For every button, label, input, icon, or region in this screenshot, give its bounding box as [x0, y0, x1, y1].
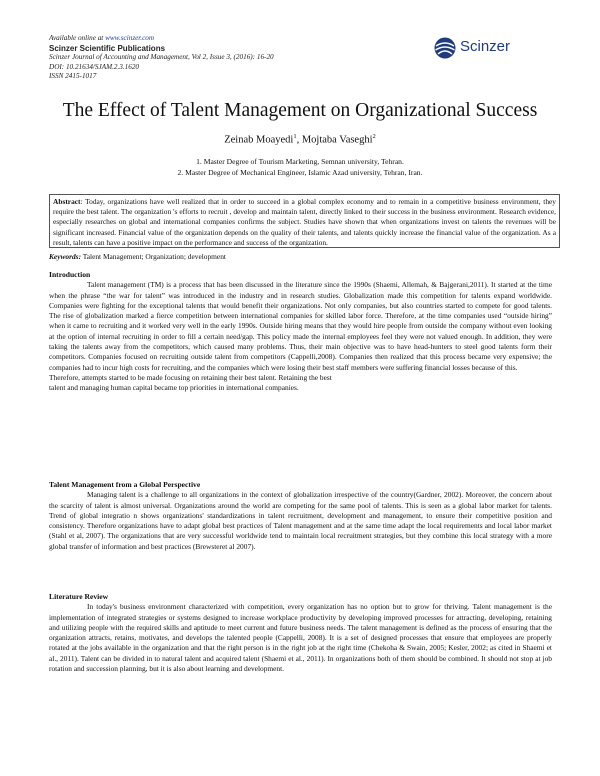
abstract-box: [49, 194, 560, 248]
available-prefix: Available online at: [49, 34, 104, 42]
global-perspective-paragraph: Managing talent is a challenge to all organizations in the context of globalization irrespective of the country(Gardner, 2002). Moreover, the concern about the scarcity of talent is almost universal. Organizations around the world are competing for the same pool of talents. This is seen as a global labor market for talents. Trend of global integratio n shows organizations' standardizations in talent recruitment, development and management, to ensure their competitive position and consistency. Therefore organizations have to adapt global best practices of Talent management and at the same time adapt the local requirements and local labor market (Stahl et al, 2007). The organizations that are very successful worldwide tend to maintain local recruitment strategies, but they combine this local strategy with a more global transfer of information and best practices (Brewsteret al 2007).: [49, 490, 552, 551]
paper-title: The Effect of Talent Management on Organizational Success: [62, 100, 538, 121]
keywords-line: [49, 252, 226, 261]
scinzer-link[interactable]: www.scinzer.com: [105, 34, 155, 42]
author-2-sup: 2: [372, 133, 376, 140]
doi-line: DOI: 10.21634/SJAM.2.3.1620: [49, 62, 140, 71]
abstract-label: Abstract: [53, 197, 81, 206]
keywords-text: Talent Management; Organization; development: [81, 252, 226, 261]
author-2: Mojtaba Vaseghi: [301, 134, 373, 146]
journal-header: [49, 34, 274, 82]
section-global-perspective: [49, 480, 552, 552]
abstract: [53, 197, 556, 248]
author-1-sup: 1: [293, 133, 297, 140]
scinzer-globe-icon: [432, 36, 458, 60]
affiliation-1: 1. Master Degree of Tourism Marketing, Semnan university, Tehran.: [196, 157, 404, 166]
section-introduction: [49, 270, 552, 394]
logo-wordmark: Scinzer: [460, 38, 511, 55]
introduction-line-3: talent and managing human capital became top priorities in international companies.: [49, 383, 299, 393]
affiliation-2: 2. Master Degree of Mechanical Engineer, Islamic Azad university, Tehran, Iran.: [177, 167, 423, 177]
journal-citation: Scinzer Journal of Accounting and Management, Vol 2, Issue 3, (2016): 16-20: [49, 53, 274, 62]
introduction-line-2: Therefore, attempts started to be made focusing on retaining their best talent. Retaining the best: [49, 372, 332, 382]
abstract-text: : Today, organizations have well realized that in order to succeed in a global complex economy and to remain in a competitive business environment, they require the best talent. The organization 's efforts to recruit , develop and maintain talent, directly linked to their success in the business environment. Research evidence, especially researches on global and international companies confirms the subject. Studies have shown that when organizations invest on talents the revenues will be significant increased. Financial value of the organization depends on the quality of their talents, and talents quickly increase the financial value of the organization. As a result, talents can have a positive impact on the performance and success of the organization.: [53, 197, 556, 247]
scinzer-logo: [432, 36, 552, 60]
global-perspective-heading: Talent Management from a Global Perspective: [49, 480, 201, 489]
introduction-paragraph: Talent management (TM) is a process that has been discussed in the literature since the 1990s (Shaemi, Allemah, & Bajgerani,2011). It started at the time when the phrase “the war for talent” was introduced in the industry and in research studies. Globalization made this competition for talents expand worldwide. Companies were fighting for the exceptional talents that would benefit their organizations. Not only companies, but also countries started to compete for good talents. The rise of globalization marked a fierce competition between international companies for skilled labor force. Therefore, at the time companies used “outside hiring” when it came to recruiting and it worked very well in the early 1990s. Outside hiring means that they would hire people from outside the company without even looking at the option of internal recruiting in order to fill a certain need/gap. This policy made the internal employees feel they were not valued enough. In addition, they were taking the talents away from the competitors, which caused many problems. Thus, their main objective was to have head-hunters to steel good talents form their competitors. Companies focused on recruiting outside talent from competitors (Cappelli,2008). Companies then realized that this process became very expensive; the companies had to incur high costs for recruiting, and the companies which were losing their best staff members were suffering financial losses because of this.: [49, 280, 552, 372]
affiliations: [0, 157, 600, 178]
author-1: Zeinab Moayedi: [224, 134, 294, 146]
section-literature-review: [49, 592, 552, 674]
literature-review-paragraph: In today's business environment characterized with competition, every organization has no option but to grow for thriving. Talent management is the implementation of integrated strategies or systems designed to increase workplace productivity by developing improved processes for attracting, developing, retaining and utilizing people with the required skills and aptitude to meet current and future business needs. The talent management is defined as the process of ensuring that the organization attracts, retains, motivates, and develops the talented people (Cappelli, 2008). It is a set of designed processes that ensure that employees are properly rotated at the jobs available in the organization and that the right person is in the right job at the right time (Chekoha & Swain, 2005; Kesler, 2002; as cited in Shaemi et al., 2011). Talent can be divided in to natural talent and acquired talent (Shaemi et al., 2011). In organizations both of them should be combined. It should not stop at job rotation and succession planning, but it is also about learning and development.: [49, 602, 552, 674]
literature-review-heading: Literature Review: [49, 592, 109, 601]
author-separator: ,: [296, 134, 302, 146]
publisher-name: Scinzer Scientific Publications: [49, 43, 166, 53]
keywords-label: Keywords:: [49, 252, 82, 261]
availability-line: [49, 34, 274, 44]
introduction-heading: Introduction: [49, 270, 91, 279]
issn-line: ISSN 2415-1017: [49, 72, 97, 81]
author-line: [0, 133, 600, 146]
